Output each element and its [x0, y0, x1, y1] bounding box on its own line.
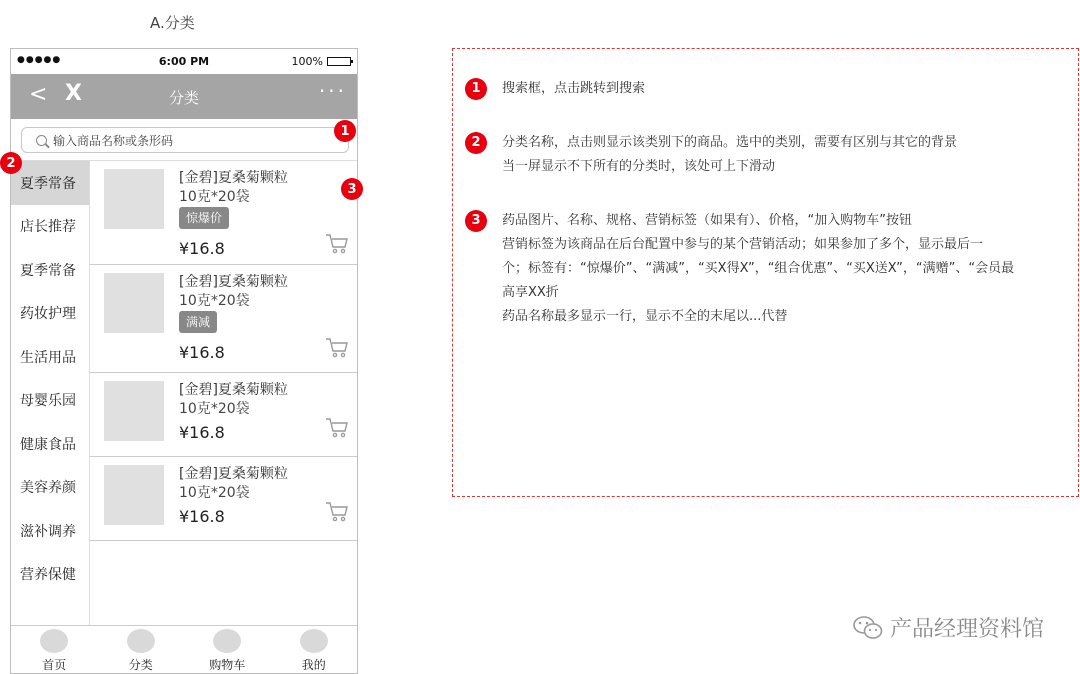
note-text: [465, 131, 1065, 179]
product-spec: 10克*20袋: [179, 189, 250, 205]
wechat-icon: [852, 615, 884, 641]
add-to-cart-icon[interactable]: [325, 501, 349, 523]
sidebar-category[interactable]: 美容养颜: [20, 480, 76, 497]
tab-label: 分类: [128, 658, 153, 672]
annotation-note: [465, 131, 1065, 179]
callout-badge-3: 3: [341, 178, 363, 200]
product-spec: 10克*20袋: [179, 485, 250, 501]
add-to-cart-icon[interactable]: [325, 233, 349, 255]
callout-badge-1: 1: [334, 120, 356, 142]
tab-label: 我的: [301, 658, 326, 672]
search-bar: [11, 119, 357, 161]
note-line: 高享XX折: [502, 285, 559, 300]
battery-indicator: [292, 55, 351, 68]
add-to-cart-icon[interactable]: [325, 417, 349, 439]
tab-item[interactable]: [271, 626, 358, 673]
note-line: 营销标签为该商品在后台配置中参与的某个营销活动；如果参加了多个，显示最后一: [502, 237, 984, 252]
page-heading: A.分类: [150, 14, 195, 32]
sidebar-category[interactable]: 药妆护理: [20, 306, 76, 323]
product-image: [104, 465, 164, 525]
product-price: ¥16.8: [179, 507, 225, 526]
tab-icon: [127, 629, 155, 653]
category-body: [11, 161, 357, 625]
product-price: ¥16.8: [179, 239, 225, 258]
tab-bar: [11, 625, 357, 673]
search-icon: [36, 135, 47, 146]
note-line: 药品名称最多显示一行，显示不全的末尾以...代替: [502, 309, 788, 324]
callout-badge-2: 2: [0, 152, 22, 174]
note-line: 当一屏显示不下所有的分类时，该处可上下滑动: [502, 159, 776, 174]
product-price: ¥16.8: [179, 423, 225, 442]
sidebar-category[interactable]: 母婴乐园: [20, 393, 76, 410]
tab-icon: [213, 629, 241, 653]
note-badge: 1: [465, 78, 487, 100]
watermark-text: 产品经理资料馆: [889, 617, 1044, 642]
note-line: 个；标签有：“惊爆价”、“满减”，“买X得X”，“组合优惠”、“买X送X”，“满赠”、“会员最: [502, 261, 1015, 276]
note-badge: 2: [465, 132, 487, 154]
search-input[interactable]: [21, 127, 349, 153]
sidebar-category[interactable]: 营养保健: [20, 567, 76, 584]
product-image: [104, 169, 164, 229]
status-time: 6:00 PM: [158, 55, 210, 68]
product-item[interactable]: [90, 457, 357, 541]
nav-title: 分类: [168, 89, 199, 107]
sidebar-category[interactable]: 生活用品: [20, 349, 76, 366]
sidebar-category[interactable]: 夏季常备: [11, 161, 89, 205]
product-spec: 10克*20袋: [179, 401, 250, 417]
note-text: [465, 77, 1065, 101]
add-to-cart-icon[interactable]: [325, 337, 349, 359]
back-icon[interactable]: <: [29, 82, 48, 107]
product-item[interactable]: [90, 161, 357, 265]
product-image: [104, 273, 164, 333]
battery-percent: 100%: [291, 55, 323, 68]
tab-icon: [40, 629, 68, 653]
tab-label: 首页: [42, 658, 67, 672]
nav-bar: [11, 74, 357, 119]
sidebar-category[interactable]: 店长推荐: [20, 219, 76, 236]
tab-label: 购物车: [209, 658, 246, 672]
product-list: [90, 161, 357, 625]
annotation-note: [465, 209, 1065, 329]
signal-icon: ●●●●●: [17, 55, 62, 65]
battery-icon: [327, 57, 351, 66]
product-item[interactable]: [90, 265, 357, 373]
phone-mockup: [10, 48, 358, 674]
more-icon[interactable]: ···: [318, 79, 347, 103]
note-text: [465, 209, 1065, 329]
close-icon[interactable]: X: [65, 81, 82, 106]
product-spec: 10克*20袋: [179, 293, 250, 309]
tab-item[interactable]: [11, 626, 98, 673]
product-name: [金碧]夏桑菊颗粒: [179, 274, 288, 290]
product-item[interactable]: [90, 373, 357, 457]
promo-tag: 满减: [179, 311, 217, 333]
product-name: [金碧]夏桑菊颗粒: [179, 170, 288, 186]
product-image: [104, 381, 164, 441]
tab-item[interactable]: [98, 626, 185, 673]
note-line: 搜索框，点击跳转到搜索: [502, 81, 646, 96]
annotation-note: [465, 77, 1065, 101]
search-placeholder: 输入商品名称或条形码: [53, 133, 174, 148]
tab-icon: [300, 629, 328, 653]
note-line: 药品图片、名称、规格、营销标签（如果有）、价格，“加入购物车”按钮: [502, 213, 912, 228]
sidebar-category[interactable]: 健康食品: [20, 436, 76, 453]
product-name: [金碧]夏桑菊颗粒: [179, 466, 288, 482]
annotation-box: [452, 48, 1079, 497]
note-badge: 3: [465, 210, 487, 232]
watermark: [852, 612, 1044, 643]
sidebar-category[interactable]: 夏季常备: [20, 262, 76, 279]
product-name: [金碧]夏桑菊颗粒: [179, 382, 288, 398]
product-price: ¥16.8: [179, 343, 225, 362]
tab-item[interactable]: [184, 626, 271, 673]
status-bar: [11, 49, 357, 74]
note-line: 分类名称，点击则显示该类别下的商品。选中的类别，需要有区别与其它的背景: [502, 135, 958, 150]
promo-tag: 惊爆价: [179, 207, 229, 229]
sidebar-category[interactable]: 滋补调养: [20, 523, 76, 540]
category-sidebar[interactable]: [11, 161, 90, 625]
